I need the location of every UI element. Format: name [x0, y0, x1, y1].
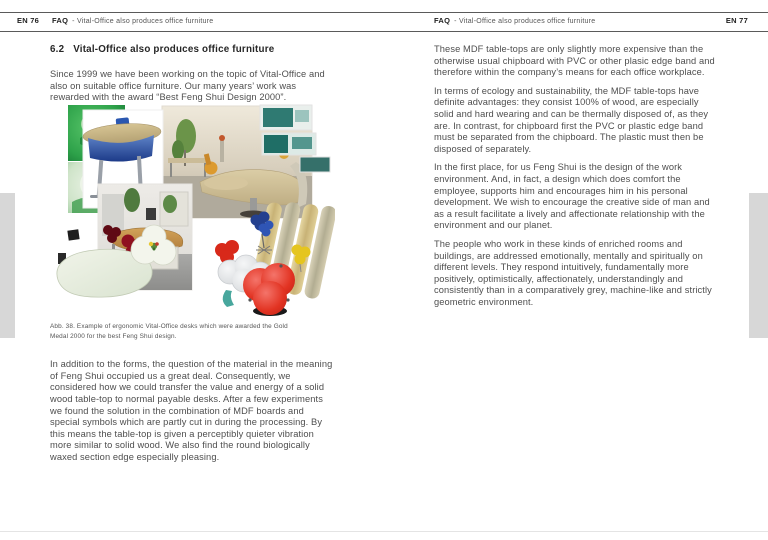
- section-label: FAQ: [434, 16, 451, 25]
- right-paragraph-2: In terms of ecology and sustainability, the MDF table-tops have definite advantages: they consist 100% of wood, are especially solid and hard wearing and can be thermally disposed of, as they are. In contrast, for chipboard first the PVC or plastic edge band must be separated from the chipboard. The plastic must then be disposed of separately.: [434, 85, 709, 154]
- figure-collage-art: [50, 104, 335, 318]
- running-title: - Vital-Office also produces office furniture: [72, 18, 214, 25]
- header-rule-bottom: [0, 31, 768, 32]
- chapter-edge-tab-left: [0, 193, 15, 338]
- page-bottom-edge: [0, 531, 768, 532]
- section-number: 6.2: [50, 44, 65, 55]
- header-left-page: [17, 16, 367, 27]
- left-body-paragraph: In addition to the forms, the question of the material in the meaning of Feng Shui occupied us a great deal. Consequently, we considered how we could transfer the value and energy of a solid wood table-top to normal payable desks. After a few experiments we found the solution in the combination of MDF boards and special symbols which are partly cut in during the processing. By this means the table-top is given a perceptibly quieter vibration more similar to solid wood. We also find the round biologically waxed section edge especially pleasing.: [50, 359, 333, 463]
- section-heading: [50, 44, 333, 55]
- figure-collage: [50, 104, 335, 318]
- intro-paragraph: Since 1999 we have been working on the topic of Vital-Office and also on suitable office furniture. Our many years’ work was rewarded with the award “Best Feng Shui Design 2000”.: [50, 69, 325, 103]
- right-paragraph-3: In the first place, for us Feng Shui is the design of the work environment. And, in fact, a design which does comfort the employee, supports him and encourages him in his personal development. We wish to encourage the creative side of man and as a result facilitate a lively and affectionate relationship with the environment and our planet.: [434, 162, 710, 231]
- running-title: - Vital-Office also produces office furniture: [454, 18, 596, 25]
- page-number-left: EN 76: [17, 16, 40, 25]
- header-rule-top: [0, 12, 768, 13]
- right-paragraph-1: These MDF table-tops are only slightly more expensive than the otherwise usual chipboard with PVC or other plasic edge band and therefore within the company’s means for each office workplace.: [434, 44, 715, 78]
- header-right-page: [434, 16, 748, 27]
- figure-caption: Abb. 38. Example of ergonomic Vital-Office desks which were awarded the Gold Medal 2000 for the best Feng Shui design.: [50, 323, 288, 340]
- section-label: FAQ: [52, 16, 69, 25]
- right-paragraph-4: The people who work in these kinds of enriched rooms and buildings, are addressed emotionally, mentally and spiritually on different levels. They respond intuitively, fundamentally more positively, optimistically, affectionately, understandingly and consistently than in a comparatively grey, machine-like and strictly geometric environment.: [434, 238, 712, 307]
- section-title: Vital-Office also produces office furniture: [73, 44, 275, 55]
- right-page-column: [434, 44, 718, 315]
- page-number-right: EN 77: [725, 16, 748, 25]
- chapter-edge-tab-right: [749, 193, 768, 338]
